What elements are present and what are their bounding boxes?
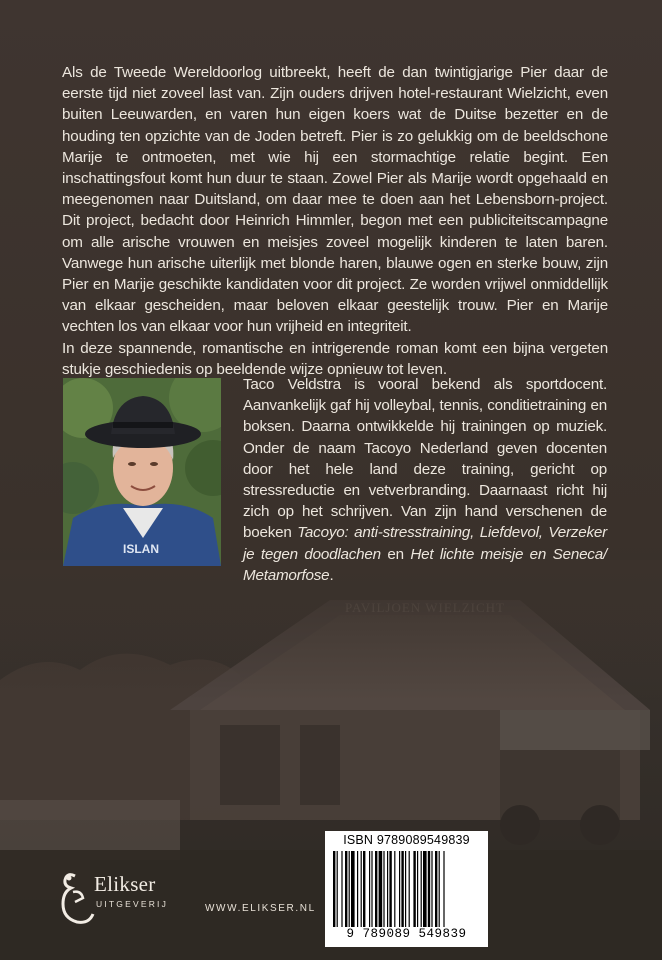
barcode-bar: [361, 851, 362, 927]
barcode-bar: [337, 851, 338, 927]
blurb-paragraph: In deze spannende, romantische en intrigerende roman komt een bijna vergeten stukje geschiedenis op beeldende wijze opnieuw tot leven.: [62, 339, 608, 378]
barcode-bar: [363, 851, 365, 927]
barcode-bar: [341, 851, 342, 927]
isbn-label: ISBN 9789089549839: [343, 833, 470, 847]
barcode-bar: [423, 851, 427, 927]
isbn-barcode: [325, 831, 488, 947]
barcode-bar: [371, 851, 372, 927]
barcode-bar: [405, 851, 406, 927]
barcode-bar: [399, 851, 400, 927]
barcode-bar: [394, 851, 395, 927]
book-title: Tacoyo: anti-stresstraining,: [297, 524, 475, 542]
bio-connector: en: [387, 545, 404, 563]
barcode-bar: [409, 851, 410, 927]
barcode-bar: [439, 851, 440, 927]
barcode-bar: [421, 851, 422, 927]
blurb-paragraph: Als de Tweede Wereldoorlog uitbreekt, heeft de dan twintigjarige Pier daar de eerste tijd niet zoveel last van. Zijn ouders drijven hotel-restaurant Wielzicht, even buiten Leeuwarden, en varen hun eigen koers wat de Duitse bezetter en de houding ten opzichte van de Joden betreft. Pier is zo gelukkig om de beeldschone Marije te ontmoeten, met wie hij een stormachtige relatie begint. Een inschattingsfout komt hun duur te staan. Zowel Pier als Marije wordt opgehaald en meegenomen naar Duitsland, om daar mee te doen aan het Lebensborn-project. Dit project, bedacht door Heinrich Himmler, begon met een publiciteitscampagne om alle arische vrouwen en meisjes zoveel mogelijk kinderen te laten baren. Vanwege hun arische uiterlijk met blonde haren, blauwe ogen en sterke bouw, zijn Pier en Marije geschikte kandidaten voor dit project. Ze worden vrijwel onmiddellijk van elkaar gescheiden, maar beloven elkaar geestelijk trouw. Pier en Marije vechten los van elkaar voor hun vrijheid en integriteit.: [62, 64, 608, 336]
author-bio-text: Taco Veldstra is vooral bekend als sportdocent. Aanvankelijk gaf hij volleybal, tennis, conditietraining en boksen. Daarna ontwikkelde hij trainingen op muziek. Onder de naam Tacoyo Nederland geven docenten door het hele land deze training, gericht op stressreductie en vetverbranding. Daarnaast richt hij zich op het schrijven. Van zijn hand verschenen de boeken: [243, 376, 607, 542]
barcode-bar: [435, 851, 437, 927]
barcode-bar: [379, 851, 383, 927]
barcode-bar: [428, 851, 430, 927]
barcode-bar: [375, 851, 377, 927]
publisher-website: WWW.ELIKSER.NL: [205, 903, 316, 914]
barcode-bar: [383, 851, 384, 927]
barcode-bar: [345, 851, 347, 927]
bio-end: .: [329, 566, 334, 584]
barcode-bar: [351, 851, 355, 927]
barcode-bar: [413, 851, 415, 927]
book-title: Verzeker je tegen doodlachen: [243, 524, 607, 563]
author-photo: [63, 378, 221, 566]
publisher-name: Elikser: [94, 872, 156, 896]
barcode-bar: [417, 851, 418, 927]
barcode-bar: [389, 851, 391, 927]
blurb-text: [62, 62, 608, 380]
barcode-bar: [431, 851, 432, 927]
barcode-bar: [369, 851, 370, 927]
barcode-digits: 9 789089 549839: [346, 927, 467, 941]
barcode-bar: [333, 851, 335, 927]
book-title: Liefdevol,: [479, 524, 543, 542]
shirt-text: ISLAN: [123, 542, 159, 556]
publisher-subtitle: UITGEVERIJ: [96, 899, 169, 909]
barcode-bar: [357, 851, 358, 927]
barcode-icon: [329, 851, 484, 929]
barcode-bar: [401, 851, 403, 927]
book-title: Het lichte meisje en Seneca/ Metamorfose: [243, 545, 607, 584]
barcode-bar: [443, 851, 444, 927]
barcode-bar: [387, 851, 388, 927]
barcode-bar: [349, 851, 350, 927]
author-bio: [243, 374, 607, 586]
